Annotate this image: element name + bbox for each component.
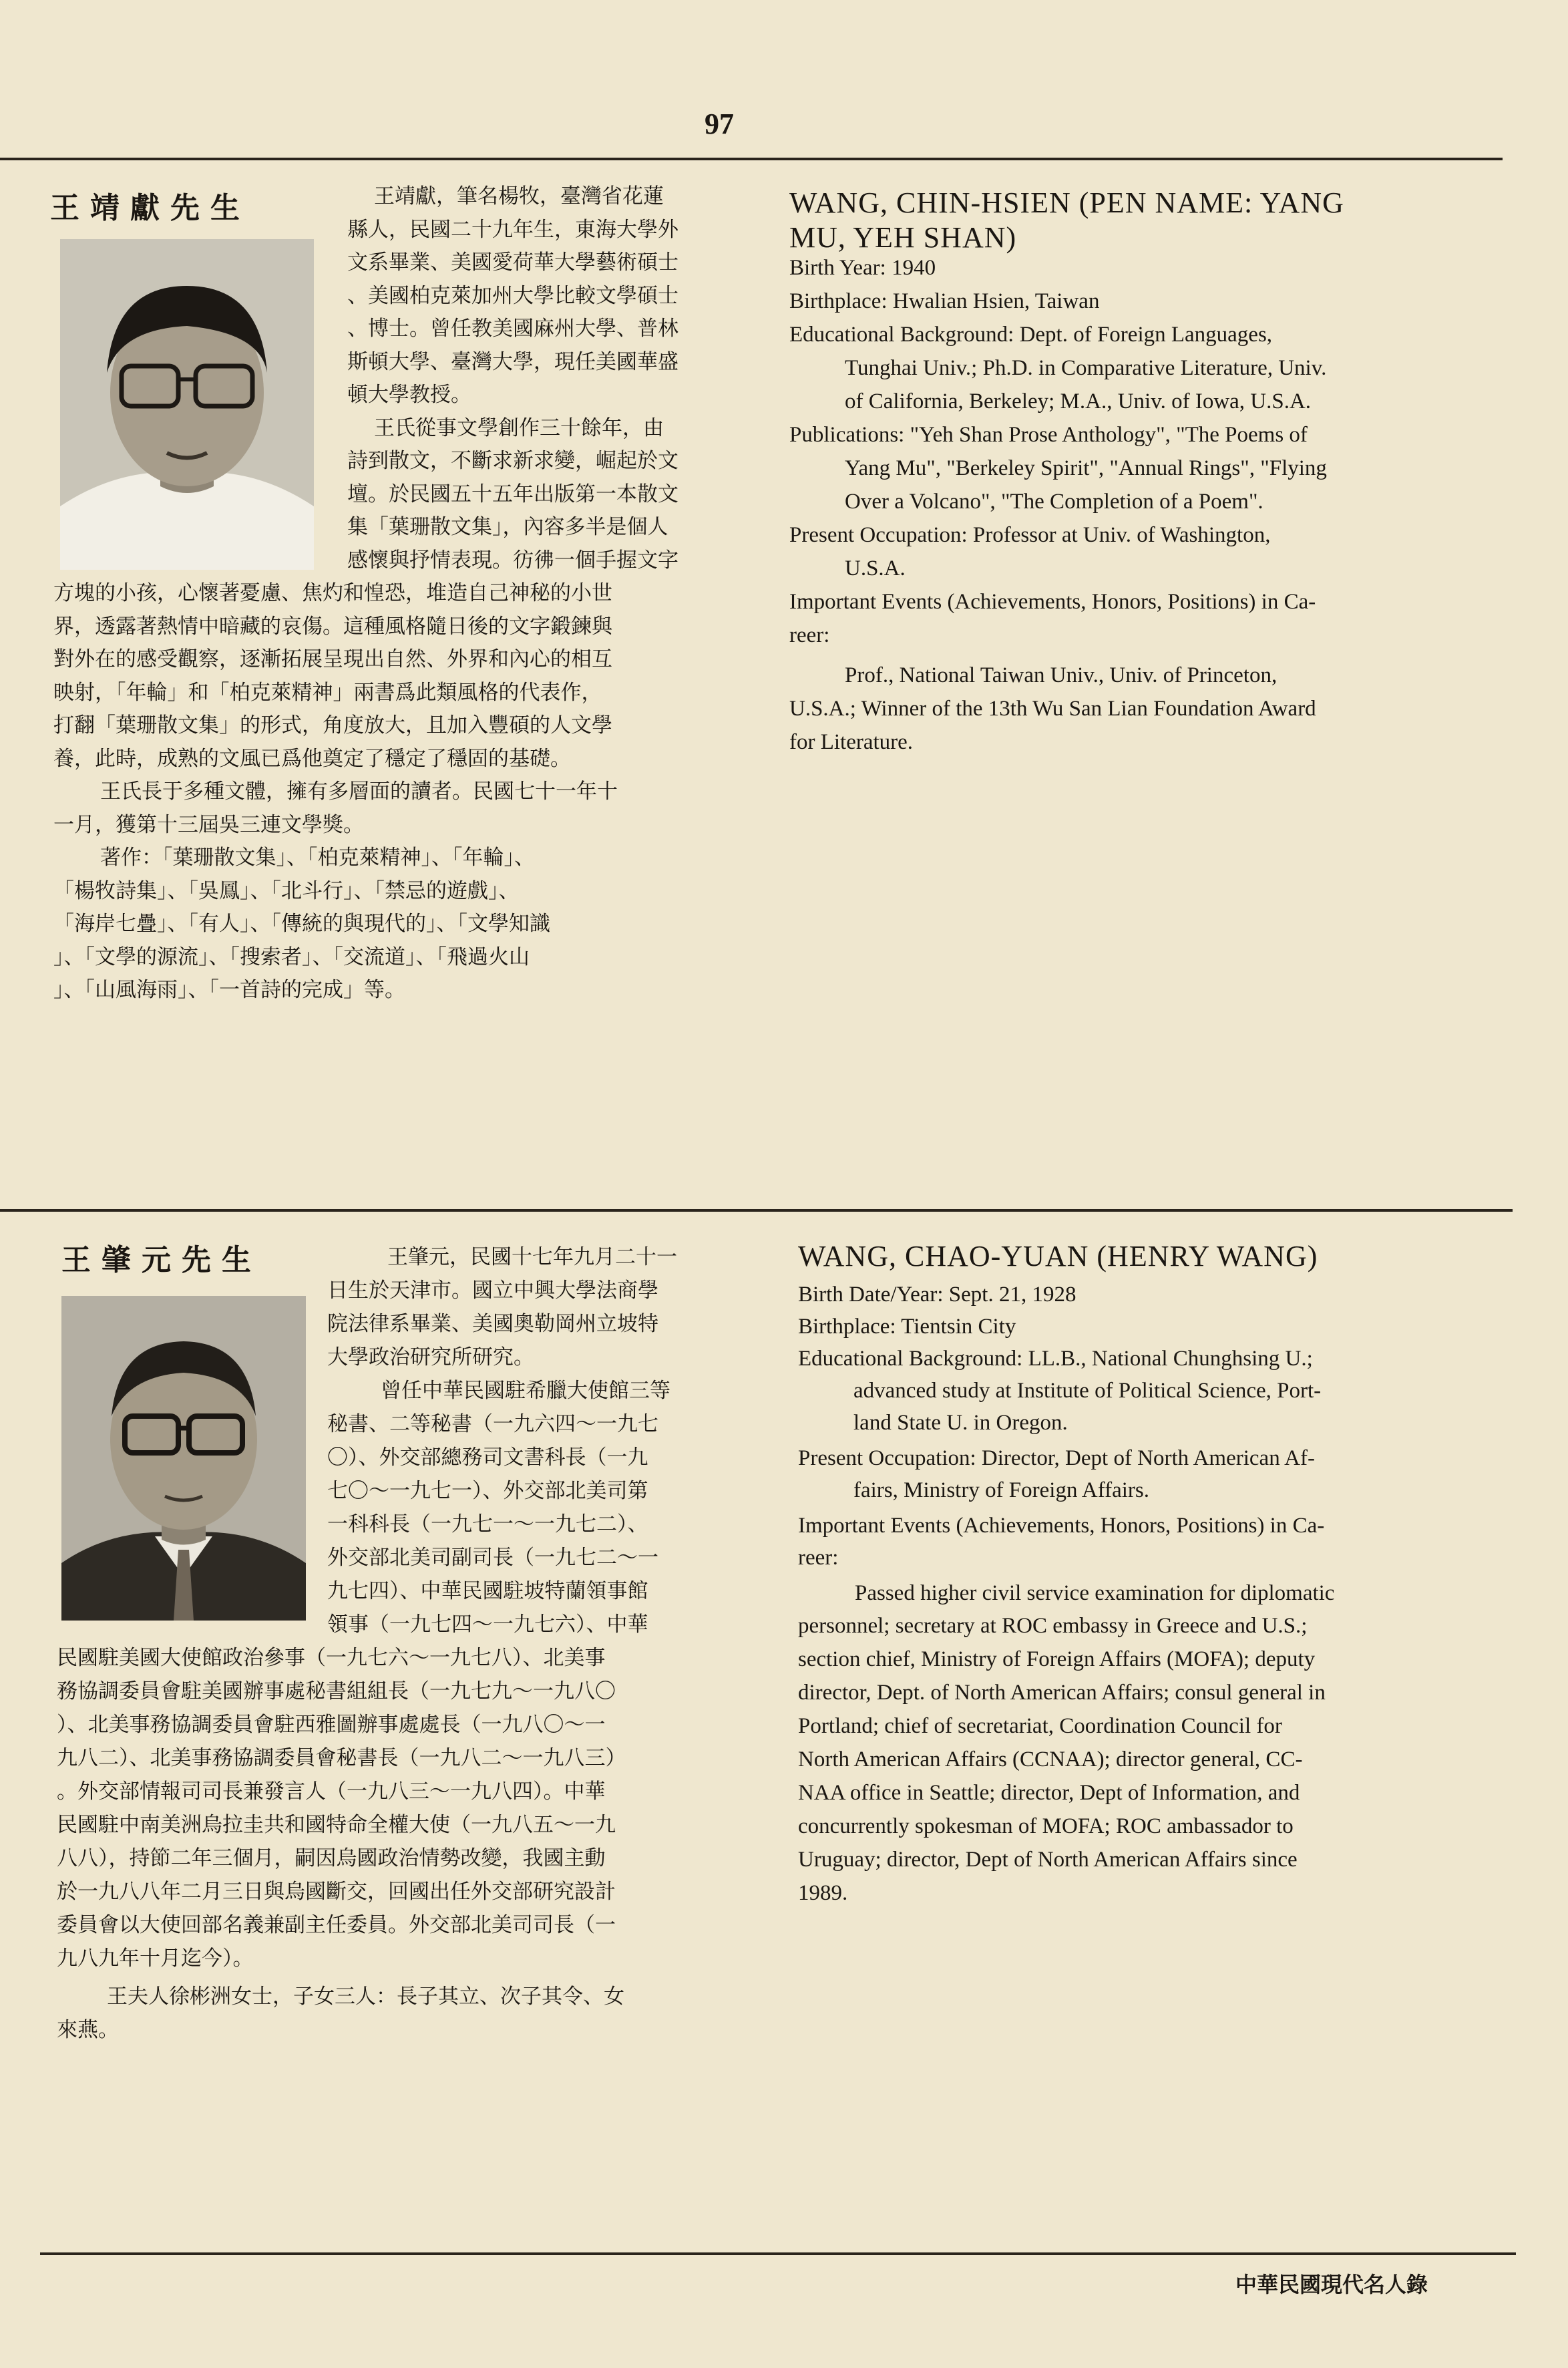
bio-line: 於一九八八年二月三日與烏國斷交，回國出任外交部研究設計 [57, 1880, 616, 1904]
bio-line: 院法律系畢業、美國奧勒岡州立坡特 [327, 1312, 658, 1336]
entry2-portrait-image [61, 1296, 306, 1621]
detail-line: Important Events (Achievements, Honors, Positions) in Ca- [789, 590, 1316, 614]
bio-line: 來燕。 [57, 2018, 119, 2042]
detail-line: Passed higher civil service examination for diplomatic [855, 1581, 1335, 1605]
bio-line: 方塊的小孩，心懷著憂慮、焦灼和惶恐，堆造自己神秘的小世 [53, 581, 612, 605]
detail-line: land State U. in Oregon. [853, 1411, 1068, 1435]
bio-line: 斯頓大學、臺灣大學，現任美國華盛 [347, 350, 678, 374]
book-title-footer: 中華民國現代名人錄 [1235, 2272, 1428, 2297]
header-rule [0, 158, 1503, 160]
detail-line: Present Occupation: Professor at Univ. of Washington, [789, 523, 1271, 547]
bio-line: 集「葉珊散文集」，內容多半是個人 [347, 515, 668, 539]
detail-line: section chief, Ministry of Foreign Affairs (MOFA); deputy [798, 1647, 1316, 1671]
detail-line: NAA office in Seattle; director, Dept of Information, and [798, 1781, 1300, 1805]
bio-line: 映射，「年輪」和「柏克萊精神」兩書爲此類風格的代表作， [53, 681, 602, 705]
detail-line: Yang Mu", "Berkeley Spirit", "Annual Rings", "Flying [845, 456, 1327, 480]
detail-line: Present Occupation: Director, Dept of North American Af- [798, 1446, 1315, 1470]
bio-line: 務協調委員會駐美國辦事處秘書組組長（一九七九～一九八〇 [57, 1679, 616, 1703]
detail-line: personnel; secretary at ROC embassy in Greece and U.S.; [798, 1614, 1308, 1638]
detail-line: Publications: "Yeh Shan Prose Anthology", "The Poems of [789, 423, 1308, 447]
bio-line: 〇）、外交部總務司文書科長（一九 [327, 1446, 648, 1470]
entry-divider-rule [0, 1209, 1513, 1212]
bio-line: 打翻「葉珊散文集」的形式，角度放大，且加入豐碩的人文學 [53, 713, 612, 737]
bio-line: ）、北美事務協調委員會駐西雅圖辦事處處長（一九八〇～一 [57, 1713, 606, 1737]
bio-line: 」、「文學的源流」、「搜索者」、「交流道」、「飛過火山 [53, 945, 530, 969]
bio-line: 外交部北美司副司長（一九七二～一 [327, 1546, 658, 1570]
bio-line: 縣人，民國二十九年生，東海大學外 [347, 218, 678, 242]
detail-line: of California, Berkeley; M.A., Univ. of Iowa, U.S.A. [845, 389, 1312, 413]
detail-line: Birth Date/Year: Sept. 21, 1928 [798, 1283, 1076, 1307]
bio-line: 頓大學教授。 [347, 383, 471, 407]
english-name-line: WANG, CHIN-HSIEN (PEN NAME: YANG [789, 186, 1344, 219]
bio-line: 一月，獲第十三屆吳三連文學獎。 [53, 813, 364, 837]
bio-line: 八八），持節二年三個月，嗣因烏國政治情勢改變，我國主動 [57, 1846, 606, 1870]
entry1-english-name [789, 186, 1344, 255]
detail-line: concurrently spokesman of MOFA; ROC ambassador to [798, 1814, 1294, 1838]
bio-line: 一科科長（一九七一～一九七二）、 [327, 1512, 648, 1536]
bio-line: 「海岸七疊」、「有人」、「傳統的與現代的」、「文學知識 [53, 912, 550, 936]
bio-line: 民國駐中南美洲烏拉圭共和國特命全權大使（一九八五～一九 [57, 1813, 616, 1837]
bio-line: 。外交部情報司司長兼發言人（一九八三～一九八四）。中華 [57, 1780, 606, 1804]
detail-line: Prof., National Taiwan Univ., Univ. of Princeton, [845, 663, 1278, 687]
entry2-portrait-photo [61, 1296, 306, 1621]
bio-line: 對外在的感受觀察，逐漸拓展呈現出自然、外界和內心的相互 [53, 647, 612, 671]
bio-line: 九八九年十月迄今）。 [57, 1947, 254, 1971]
detail-line: Portland; chief of secretariat, Coordination Council for [798, 1714, 1282, 1738]
english-name-line: WANG, CHAO-YUAN (HENRY WANG) [798, 1240, 1318, 1273]
bio-line: 王肇元，民國十七年九月二十一 [387, 1245, 677, 1269]
entry2-chinese-name: 王肇元先生 [61, 1243, 262, 1277]
detail-line: Important Events (Achievements, Honors, Positions) in Ca- [798, 1514, 1325, 1538]
entry1-chinese-name: 王靖獻先生 [50, 191, 250, 225]
bio-line: 王氏長于多種文體，擁有多層面的讀者。民國七十一年十 [100, 780, 618, 804]
detail-line: Birth Year: 1940 [789, 256, 936, 280]
entry2-english-name [798, 1239, 1318, 1274]
bio-line: 九七四）、中華民國駐坡特蘭領事館 [327, 1579, 648, 1603]
bio-line: 大學政治研究所研究。 [327, 1345, 534, 1369]
bio-line: 「楊牧詩集」、「吳鳳」、「北斗行」、「禁忌的遊戲」、 [53, 879, 520, 903]
detail-line: Educational Background: LL.B., National Chunghsing U.; [798, 1347, 1313, 1371]
bio-line: 領事（一九七四～一九七六）、中華 [327, 1613, 648, 1637]
bio-line: 、美國柏克萊加州大學比較文學碩士 [347, 284, 678, 308]
bio-line: 界，透露著熱情中暗藏的哀傷。這種風格隨日後的文字鍛鍊與 [53, 615, 612, 639]
detail-line: Birthplace: Hwalian Hsien, Taiwan [789, 289, 1100, 313]
detail-line: director, Dept. of North American Affairs; consul general in [798, 1681, 1326, 1705]
bio-line: 王氏從事文學創作三十餘年，由 [374, 416, 664, 440]
detail-line: U.S.A.; Winner of the 13th Wu San Lian Foundation Award [789, 697, 1316, 721]
detail-line: Educational Background: Dept. of Foreign Languages, [789, 323, 1273, 347]
detail-line: Uruguay; director, Dept of North American Affairs since [798, 1848, 1298, 1872]
entry1-portrait-image [60, 239, 314, 570]
bio-line: 文系畢業、美國愛荷華大學藝術碩士 [347, 250, 678, 275]
detail-line: 1989. [798, 1881, 848, 1905]
detail-line: Over a Volcano", "The Completion of a Poem". [845, 490, 1263, 514]
bio-line: 王夫人徐彬洲女士，子女三人：長子其立、次子其令、女 [107, 1985, 624, 2009]
bio-line: 」、「山風海雨」、「一首詩的完成」等。 [53, 978, 405, 1002]
detail-line: fairs, Ministry of Foreign Affairs. [853, 1478, 1150, 1502]
footer-rule [40, 2252, 1516, 2255]
bio-line: 民國駐美國大使館政治參事（一九七六～一九七八）、北美事 [57, 1646, 606, 1670]
bio-line: 、博士。曾任教美國麻州大學、普林 [347, 317, 678, 341]
detail-line: U.S.A. [845, 556, 906, 580]
entry1-portrait-photo [60, 239, 314, 570]
bio-line: 秘書、二等秘書（一九六四～一九七 [327, 1412, 658, 1436]
bio-line: 七〇～一九七一）、外交部北美司第 [327, 1479, 648, 1503]
detail-line: for Literature. [789, 730, 914, 754]
detail-line: reer: [798, 1546, 839, 1570]
bio-line: 九八二）、北美事務協調委員會秘書長（一九八二～一九八三） [57, 1746, 626, 1770]
page-number: 97 [705, 108, 734, 140]
bio-line: 壇。於民國五十五年出版第一本散文 [347, 482, 678, 506]
detail-line: advanced study at Institute of Political Science, Port- [853, 1379, 1322, 1403]
bio-line: 詩到散文，不斷求新求變，崛起於文 [347, 449, 678, 473]
bio-line: 王靖獻，筆名楊牧，臺灣省花蓮 [374, 184, 664, 208]
detail-line: Birthplace: Tientsin City [798, 1315, 1016, 1339]
detail-line: North American Affairs (CCNAA); director general, CC- [798, 1747, 1303, 1771]
bio-line: 曾任中華民國駐希臘大使館三等 [381, 1379, 670, 1403]
bio-line: 委員會以大使回部名義兼副主任委員。外交部北美司司長（一 [57, 1913, 616, 1937]
detail-line: reer: [789, 623, 830, 647]
detail-line: Tunghai Univ.; Ph.D. in Comparative Literature, Univ. [845, 356, 1327, 380]
bio-line: 日生於天津市。國立中興大學法商學 [327, 1279, 658, 1303]
bio-line: 養，此時，成熟的文風已爲他奠定了穩定了穩固的基礎。 [53, 747, 571, 771]
bio-line: 著作：「葉珊散文集」、「柏克萊精神」、「年輪」、 [100, 846, 535, 870]
bio-line: 感懷與抒情表現。彷彿一個手握文字 [347, 548, 678, 572]
english-name-line: MU, YEH SHAN) [789, 221, 1017, 254]
